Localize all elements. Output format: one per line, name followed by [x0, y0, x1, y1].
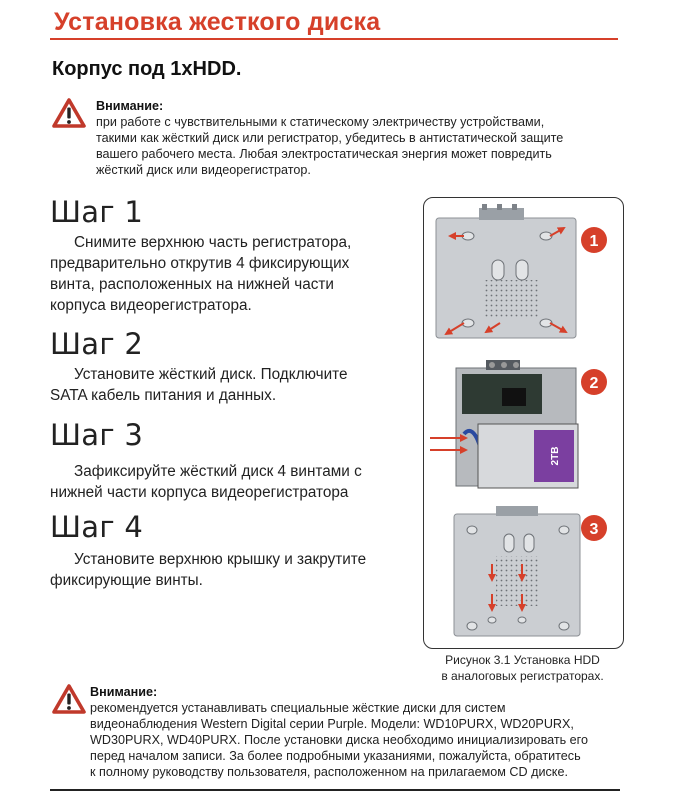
- warning-top: [52, 98, 612, 178]
- step-text: [50, 461, 410, 503]
- warning-bottom-line: рекомендуется устанавливать специальные жёсткие диски для систем: [90, 701, 506, 715]
- figure-illustration: [424, 198, 623, 648]
- step3-image: [454, 506, 580, 636]
- step-heading: Шаг 4: [50, 510, 144, 544]
- step-line: корпуса видеорегистратора.: [50, 297, 252, 314]
- step-text: [50, 232, 410, 316]
- step-1: [50, 196, 410, 316]
- step-badge-2: [581, 369, 607, 395]
- warning-bottom-line: перед началом записи. За более подробными указаниями, пожалуйста, обратитесь: [90, 749, 581, 763]
- hdd-label: 2TB: [550, 446, 561, 466]
- badge-number: 2: [589, 375, 599, 392]
- warning-top-line: вашего рабочего места. Любая электростатическая энергия может повредить: [96, 147, 552, 161]
- warning-top-line: такими как жёсткий диск или регистратор, убедитесь в антистатической защите: [96, 131, 564, 145]
- bottom-rule: [50, 789, 620, 791]
- step-heading: Шаг 1: [50, 195, 144, 229]
- warning-bottom-title: Внимание:: [90, 685, 158, 699]
- warning-bottom-line: видеонаблюдения Western Digital серии Purple. Модели: WD10PURX, WD20PURX,: [90, 717, 574, 731]
- section-title: Корпус под 1xHDD.: [52, 58, 242, 80]
- badge-number: 1: [589, 233, 599, 250]
- step-badge-3: [581, 515, 607, 541]
- warning-bottom-line: WD30PURX, WD40PURX. После установки диска необходимо инициализировать его: [90, 733, 588, 747]
- step-line: Снимите верхнюю часть регистратора,: [74, 234, 352, 251]
- badge-number: 3: [589, 521, 599, 538]
- warning-triangle-icon: [52, 684, 86, 714]
- step-3: [50, 419, 410, 503]
- step-line: Установите жёсткий диск. Подключите: [74, 366, 348, 383]
- step-line: предварительно открутив 4 фиксирующих: [50, 255, 350, 272]
- warning-top-line: жёсткий диск или видеорегистратор.: [96, 163, 311, 177]
- step-2: [50, 328, 410, 406]
- figure-caption-line: в аналоговых регистраторах.: [441, 669, 604, 683]
- step-line: Установите верхнюю крышку и закрутите: [74, 551, 367, 568]
- warning-top-text: [96, 98, 563, 178]
- page-title: Установка жесткого диска: [54, 8, 381, 36]
- step-text: [50, 549, 410, 591]
- step1-image: [436, 204, 576, 338]
- step-line: Зафиксируйте жёсткий диск 4 винтами с: [74, 463, 362, 480]
- warning-bottom-line: к полному руководству пользователя, расположенном на прилагаемом CD диске.: [90, 765, 568, 779]
- step2-image: [430, 360, 578, 488]
- step-4: [50, 511, 410, 591]
- step-badge-1: [581, 227, 607, 253]
- figure-frame: [423, 197, 624, 649]
- warning-bottom-text: [90, 684, 588, 780]
- figure-caption-line: Рисунок 3.1 Установка HDD: [445, 653, 600, 667]
- step-line: фиксирующие винты.: [50, 572, 203, 589]
- warning-top-line: при работе с чувствительными к статическому электричеству устройствами,: [96, 115, 545, 129]
- figure-caption: [420, 652, 625, 684]
- step-line: SATA кабель питания и данных.: [50, 387, 277, 404]
- step-line: нижней части корпуса видеорегистратора: [50, 484, 349, 501]
- step-heading: Шаг 2: [50, 327, 144, 361]
- page-header: [50, 6, 618, 40]
- step-heading: Шаг 3: [50, 418, 144, 452]
- step-text: [50, 364, 410, 406]
- warning-triangle-icon: [52, 98, 86, 128]
- step-line: винта, расположенных на нижней части: [50, 276, 334, 293]
- warning-top-title: Внимание:: [96, 99, 164, 113]
- warning-bottom: [52, 684, 632, 780]
